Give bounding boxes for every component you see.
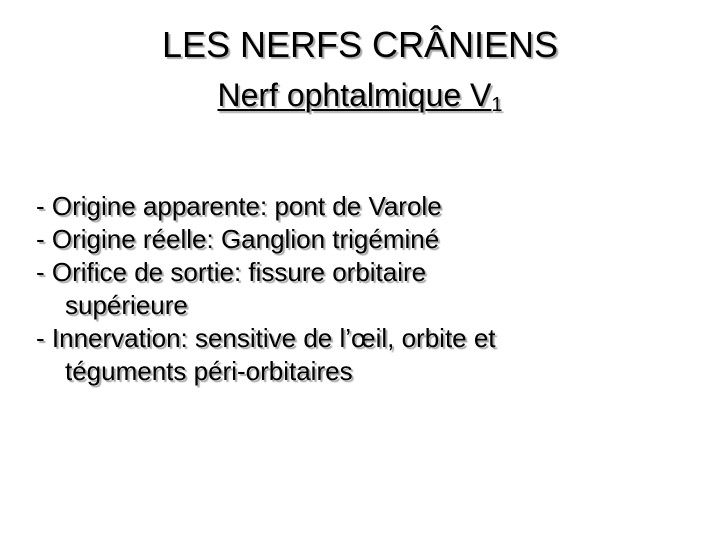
bullet-text: - Origine réelle: Ganglion trigéminé bbox=[36, 224, 440, 254]
bullet-list bbox=[36, 190, 676, 388]
bullet-orifice-de-sortie bbox=[36, 256, 676, 322]
bullet-origine-apparente bbox=[36, 190, 676, 223]
subtitle-subscript: 1 bbox=[491, 94, 503, 116]
bullet-text: - Origine apparente: pont de Varole bbox=[36, 191, 442, 221]
slide-subtitle bbox=[0, 76, 720, 114]
bullet-innervation bbox=[36, 322, 676, 388]
bullet-continuation: téguments péri-orbitaires bbox=[65, 356, 353, 386]
bullet-origine-reelle bbox=[36, 223, 676, 256]
bullet-text: - Innervation: sensitive de l’œil, orbite et bbox=[36, 323, 496, 353]
slide-title: LES NERFS CRÂNIENS bbox=[161, 24, 559, 65]
subtitle-text: Nerf ophtalmique V bbox=[217, 77, 492, 113]
bullet-continuation: supérieure bbox=[65, 290, 188, 320]
bullet-text: - Orifice de sortie: fissure orbitaire bbox=[36, 257, 427, 287]
